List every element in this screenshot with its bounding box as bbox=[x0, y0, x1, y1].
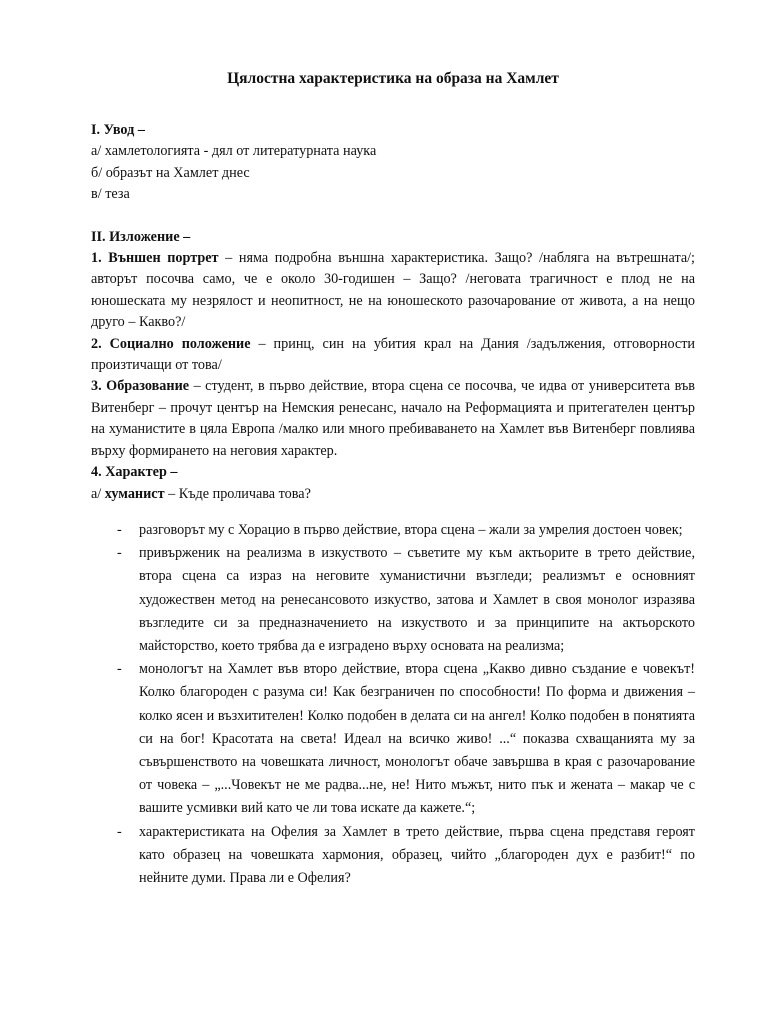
page-title: Цялостна характеристика на образа на Хамлет bbox=[227, 70, 559, 87]
dash-bullet: - bbox=[117, 823, 122, 840]
paragraph-label: хуманист bbox=[104, 485, 165, 502]
intro-item-a: а/ хамлетологията - дял от литературната наука bbox=[91, 143, 377, 160]
list-item-text: монологът на Хамлет във второ действие, втора сцена „Какво дивно създание е човекът! Колко благороден с разума си! Как безграничен по способности! По форма и движения – колко ясен и възхитителен! Колко подобен в делата си на ангел! Колко подобен в понятията си на бог! Красотата на света! Идеал на всичко живо! ...“ показва схващанията му за съвършенството на човешката личност, монологът обаче завършва в края с разочарование от човека – „...Човекът не ме радва...не, не! Нито мъжът, нито пък и жената – макар че с вашите усмивки вий като че ли това искате да кажете.“; bbox=[139, 661, 695, 817]
list-item-text: привърженик на реализма в изкуството – съветите му към актьорите в трето действие, втора сцена са израз на неговите хуманистични възгледи; реализмът е основният художествен метод на ренесансовото изкуство, затова и Хамлет в своя монолог изразява възгледите си за предназначението на изкуството и за принципите на актьорското майсторство, което трябва да е изградено върху основата на реализма; bbox=[139, 545, 695, 654]
list-item-text: разговорът му с Хорацио в първо действие, втора сцена – жали за умрелия достоен човек; bbox=[139, 521, 683, 538]
intro-item-b: б/ образът на Хамлет днес bbox=[91, 164, 250, 181]
paragraph-text: – принц, син на убития крал на Дания /задължения, отговорности произтичащи от това/ bbox=[91, 335, 695, 374]
paragraph-social-status bbox=[91, 334, 695, 377]
list-item bbox=[91, 542, 695, 658]
dash-bullet: - bbox=[117, 521, 122, 538]
paragraph-text: – студент, в първо действие, втора сцена се посочва, че идва от университета във Витенберг – прочут център на Немския ренесанс, начало на Реформацията и притегателен център на хуманистите в цяла Европа /малко или много пребиваването на Хамлет във Витенберг повлиява върху формирането на неговия характер. bbox=[91, 378, 696, 459]
intro-item-c: в/ теза bbox=[91, 186, 130, 203]
spacer bbox=[91, 206, 695, 227]
paragraph-humanist bbox=[91, 484, 695, 505]
document-content bbox=[91, 68, 695, 890]
list-item bbox=[91, 821, 695, 891]
paragraph-text: – няма подробна външна характеристика. Защо? /набляга на вътрешната/; авторът посочва само, че е около 30-годишен – Защо? /неговата трагичност е плод не на юношеската му незрялост и неопитност, не на юношеското разочарование от живота, а на нещо друго – Какво?/ bbox=[91, 250, 695, 331]
humanist-evidence-list bbox=[91, 519, 695, 890]
intro-heading: I. Увод – bbox=[91, 122, 145, 138]
list-item bbox=[91, 658, 695, 820]
list-item-text: характеристиката на Офелия за Хамлет в трето действие, първа сцена представя героят като образец на човешката хармония, образец, чийто „благороден дух е разбит!“ по нейните думи. Права ли е Офелия? bbox=[139, 823, 695, 886]
paragraph-character bbox=[91, 462, 695, 483]
paragraph-prefix: а/ bbox=[91, 485, 105, 502]
paragraph-text: – Къде проличава това? bbox=[164, 485, 311, 502]
body-heading: II. Изложение – bbox=[91, 228, 191, 245]
paragraph-label: 4. Характер – bbox=[91, 464, 178, 481]
paragraph-label: 2. Социално положение bbox=[91, 335, 251, 352]
paragraph-label: 3. Образование bbox=[91, 378, 190, 395]
paragraph-external-portrait bbox=[91, 248, 695, 334]
paragraph-label: 1. Външен портрет bbox=[91, 250, 219, 267]
list-item bbox=[91, 519, 695, 542]
paragraph-education bbox=[91, 376, 695, 462]
dash-bullet: - bbox=[117, 661, 122, 678]
dash-bullet: - bbox=[117, 545, 122, 562]
